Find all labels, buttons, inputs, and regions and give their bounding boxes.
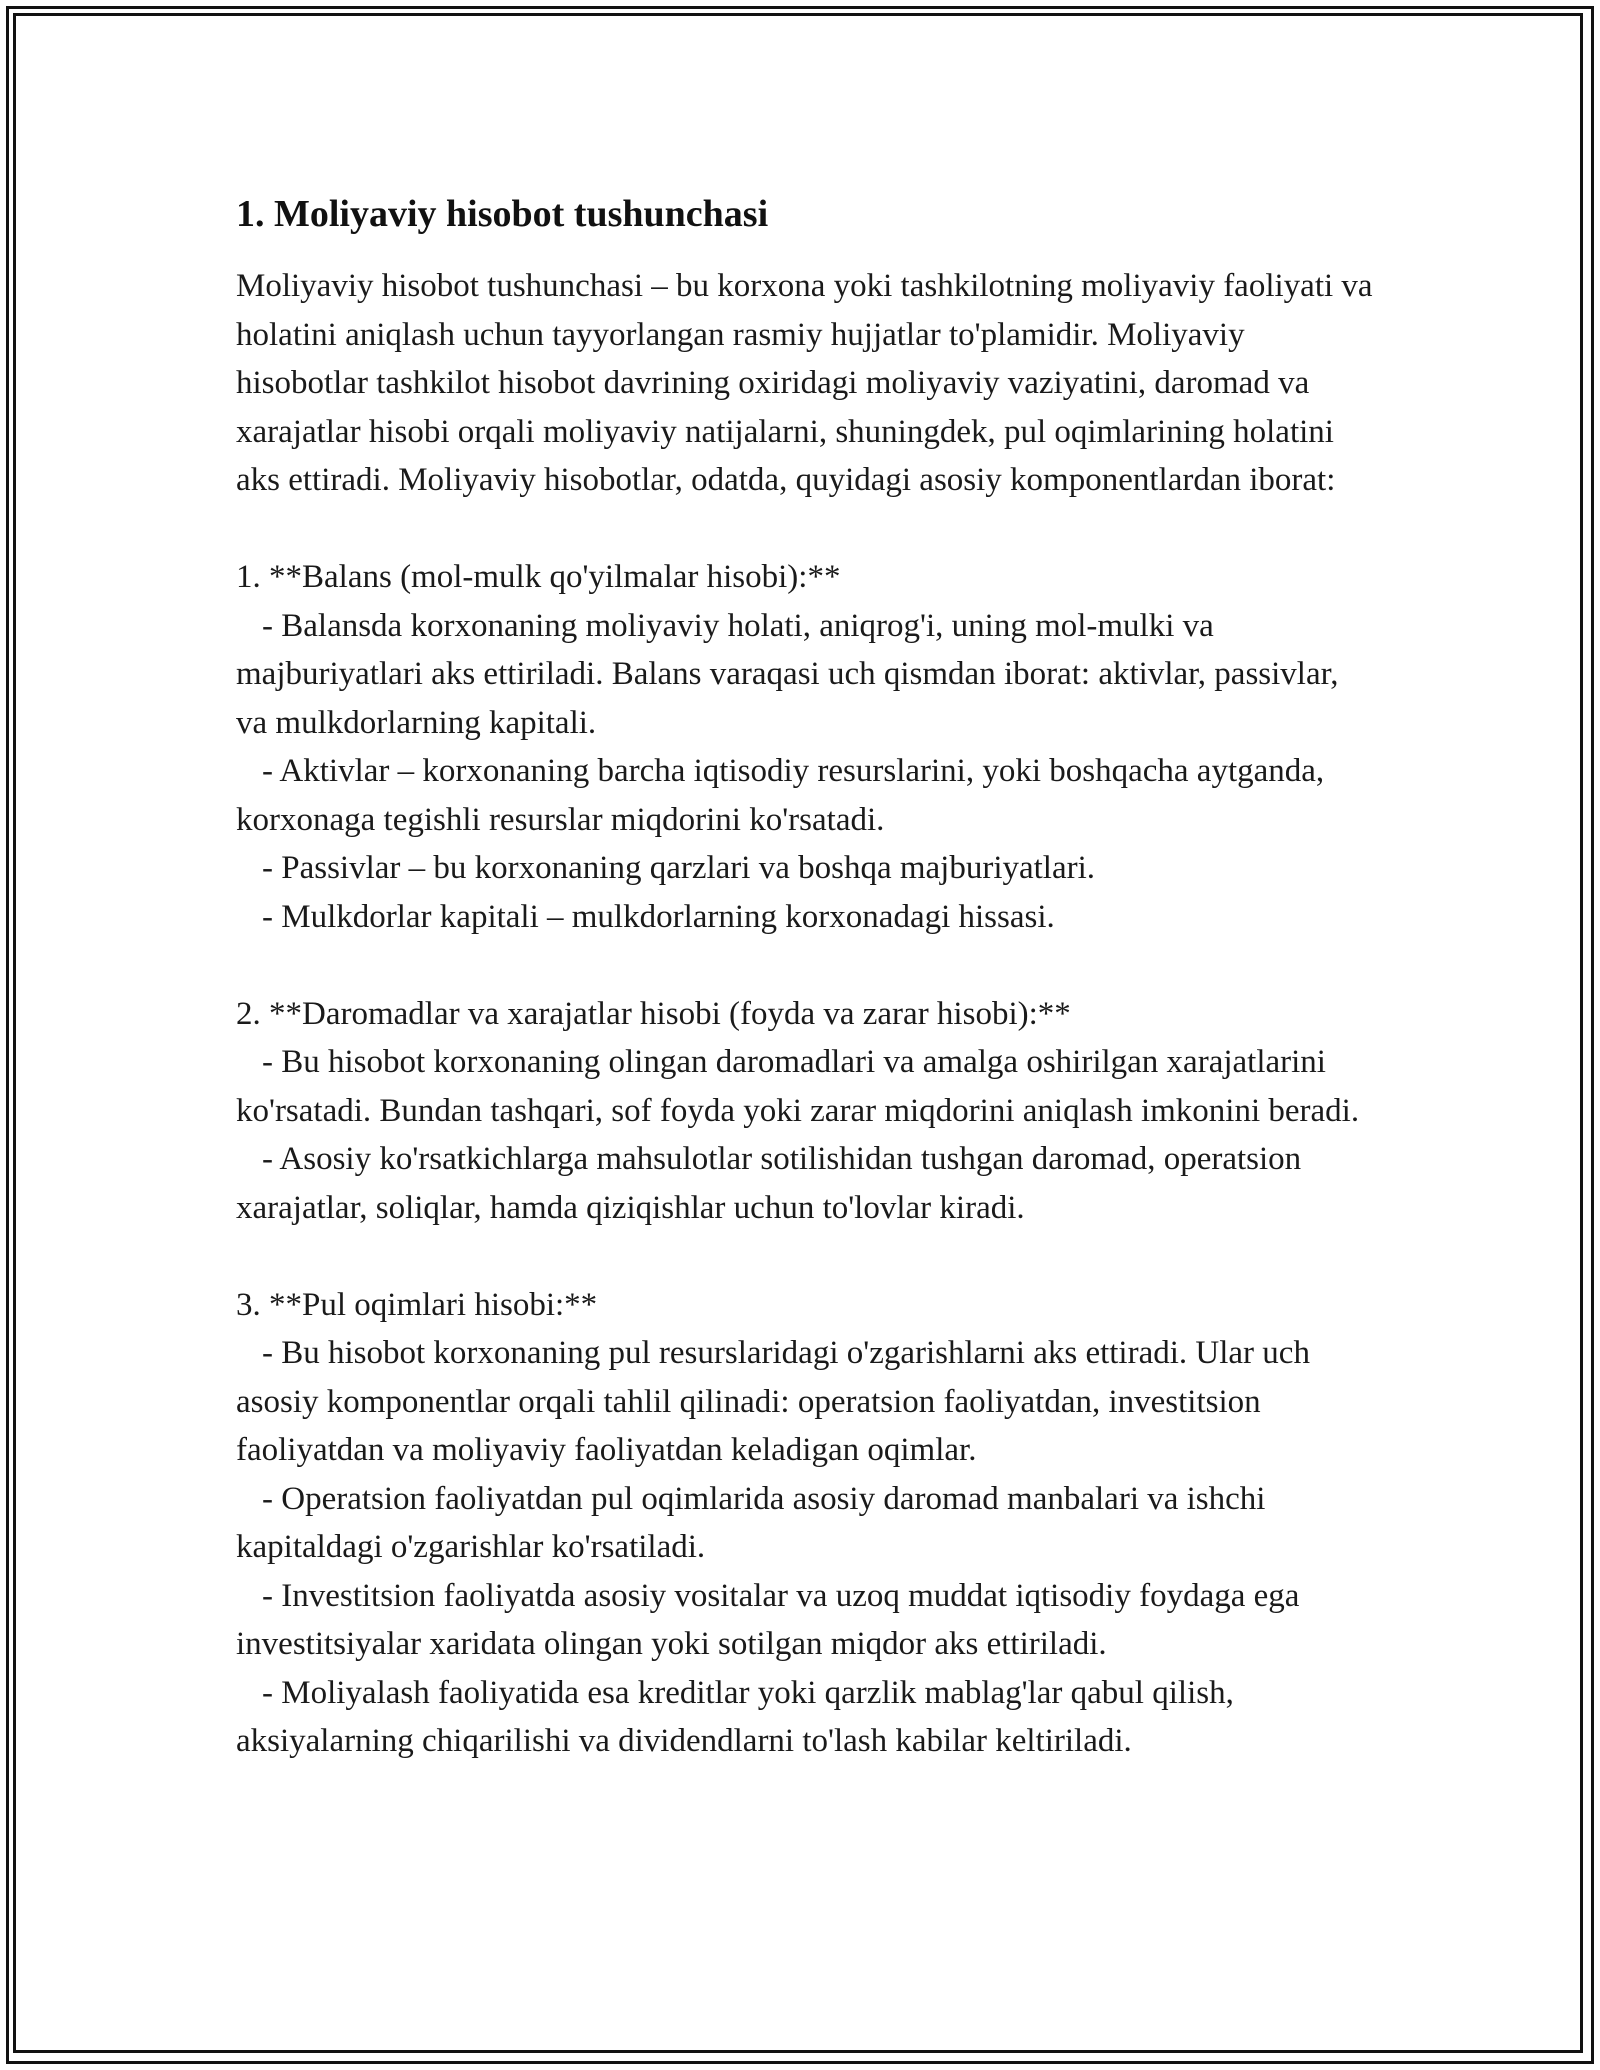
section-spacer — [236, 1232, 1376, 1281]
list-item: - Mulkdorlar kapitali – mulkdorlarning korxonadagi hissasi. — [262, 898, 1055, 935]
list-item: - Balansda korxonaning moliyaviy holati, aniqrog'i, uning mol-mulki va majburiyatlari aks ettiriladi. Balans varaqasi uch qismdan iborat: aktivlar, passivlar, va mulkdorlarning kapitali. — [236, 607, 1347, 741]
section-income-statement — [236, 990, 1376, 1233]
list-item: - Bu hisobot korxonaning olingan daromadlari va amalga oshirilgan xarajatlarini ko'rsatadi. Bundan tashqari, sof foyda yoki zarar miqdorini aniqlash imkonini beradi. — [236, 1044, 1360, 1129]
section-balance — [236, 553, 1376, 941]
page-title: 1. Moliyaviy hisobot tushunchasi — [236, 193, 769, 235]
list-item: - Bu hisobot korxonaning pul resurslaridagi o'zgarishlarni aks ettiradi. Ular uch asosiy komponentlar orqali tahlil qilinadi: operatsion faoliyatdan, investitsion faoliyatdan va moliyaviy faoliyatdan keladigan oqimlar. — [236, 1335, 1319, 1468]
list-item: - Asosiy ko'rsatkichlarga mahsulotlar sotilishidan tushgan daromad, operatsion xarajatlar, soliqlar, hamda qiziqishlar uchun to'lovlar kiradi. — [236, 1141, 1310, 1226]
section-title: 2. **Daromadlar va xarajatlar hisobi (foyda va zarar hisobi):** — [236, 995, 1071, 1032]
list-item: - Investitsion faoliyatda asosiy vositalar va uzoq muddat iqtisodiy foydaga ega investitsiyalar xaridata olingan yoki sotilgan miqdor aks ettiriladi. — [236, 1577, 1308, 1662]
list-item: - Moliyalash faoliyatida esa kreditlar yoki qarzlik mablag'lar qabul qilish, aksiyalarning chiqarilishi va dividendlarni to'lash kabilar keltiriladi. — [236, 1674, 1243, 1759]
section-spacer — [236, 941, 1376, 990]
section-title: 3. **Pul oqimlari hisobi:** — [236, 1286, 598, 1323]
list-item: - Aktivlar – korxonaning barcha iqtisodiy resurslarini, yoki boshqacha aytganda, korxonaga tegishli resurslar miqdorini ko'rsatadi. — [236, 753, 1333, 838]
intro-paragraph: Moliyaviy hisobot tushunchasi – bu korxona yoki tashkilotning moliyaviy faoliyati va holatini aniqlash uchun tayyorlangan rasmiy hujjatlar to'plamidir. Moliyaviy hisobotlar tashkilot hisobot davrining oxiridagi moliyaviy vaziyatini, daromad va xarajatlar hisobi orqali moliyaviy natijalarni, shuningdek, pul oqimlarining holatini aks ettiradi. Moliyaviy hisobotlar, odatda, quyidagi asosiy komponentlardan iborat: — [236, 268, 1381, 498]
document-body — [236, 186, 1381, 1766]
section-title: 1. **Balans (mol-mulk qo'yilmalar hisobi):** — [236, 559, 841, 595]
list-item: - Passivlar – bu korxonaning qarzlari va boshqa majburiyatlari. — [262, 850, 1096, 886]
section-cash-flow — [236, 1281, 1376, 1766]
list-item: - Operatsion faoliyatdan pul oqimlarida asosiy daromad manbalari va ishchi kapitaldagi o'zgarishlar ko'rsatiladi. — [236, 1480, 1274, 1565]
section-spacer — [236, 505, 1376, 554]
